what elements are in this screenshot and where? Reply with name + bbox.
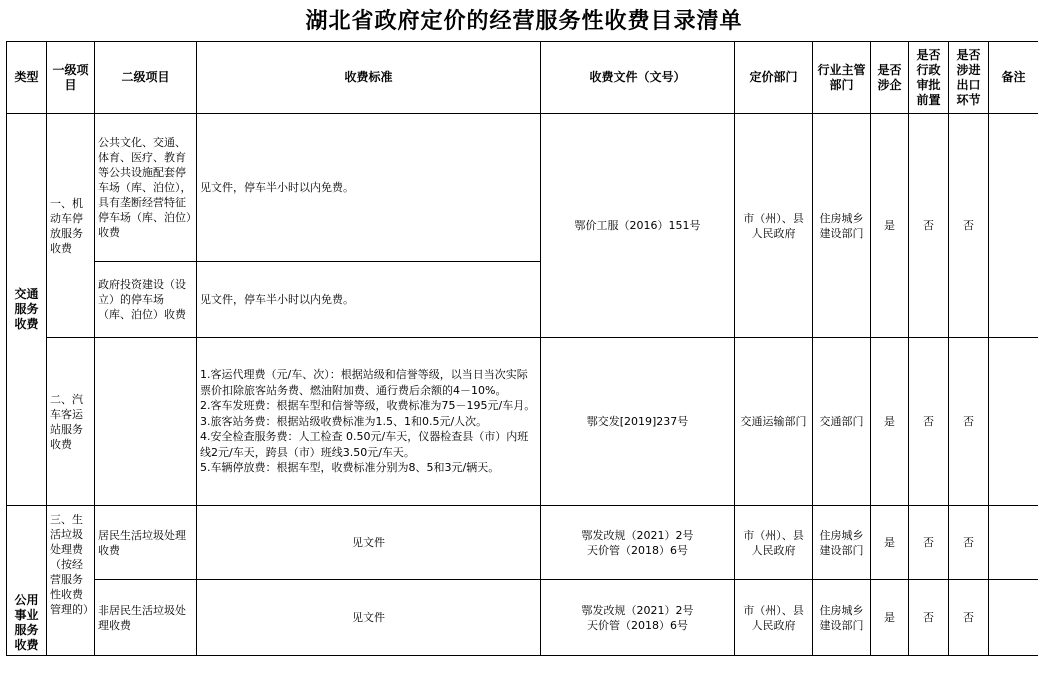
remark-cell <box>989 114 1039 338</box>
import-export-cell: 否 <box>949 338 989 506</box>
table-row <box>7 506 1039 580</box>
standard-cell: 见文件 <box>197 580 541 656</box>
standard-cell: 见文件 <box>197 506 541 580</box>
standard-line: 3.旅客站务费：根据站级收费标准为1.5、1和0.5元/人次。 <box>200 414 488 428</box>
level2-cell: 公共文化、交通、体育、医疗、教育等公共设施配套停车场（库、泊位），具有垄断经营特征停车场（库、泊位）收费 <box>95 114 197 262</box>
document-cell: 鄂价工服（2016）151号 <box>541 114 735 338</box>
type-cell: 公用事业服务收费 <box>7 506 47 656</box>
document-cell <box>541 580 735 656</box>
enterprise-cell: 是 <box>871 114 909 338</box>
level1-cell: 一、机动车停放服务收费 <box>47 114 95 338</box>
level2-cell <box>95 338 197 506</box>
page-title: 湖北省政府定价的经营服务性收费目录清单 <box>305 9 743 34</box>
document-line: 天价管（2018）6号 <box>587 543 688 557</box>
header-remark: 备注 <box>989 42 1039 114</box>
level2-cell: 非居民生活垃圾处理收费 <box>95 580 197 656</box>
document-line: 鄂发改规（2021）2号 <box>581 528 694 542</box>
table-row <box>7 338 1039 506</box>
level1-cell: 三、生活垃圾处理费（按经营服务性收费管理的） <box>47 506 95 656</box>
remark-cell <box>989 580 1039 656</box>
standard-line: 4.安全检查服务费：人工检查 0.50元/车天，仪器检查县（市）内班线2元/车天，跨县（市）班线3.50元/车天。 <box>200 430 529 459</box>
standard-cell: 见文件，停车半小时以内免费。 <box>197 262 541 338</box>
type-cell: 交通服务收费 <box>7 114 47 506</box>
level2-cell: 居民生活垃圾处理收费 <box>95 506 197 580</box>
standard-line: 5.车辆停放费：根据车型，收费标准分别为8、5和3元/辆天。 <box>200 461 500 475</box>
standard-line: 1.客运代理费（元/车、次）：根据站级和信誉等级，以当日当次实际票价扣除旅客站务费、燃油附加费、通行费后余额的4－10%。 <box>200 368 528 397</box>
header-level1: 一级项目 <box>47 42 95 114</box>
approval-cell: 否 <box>909 338 949 506</box>
dept-cell: 市（州）、县人民政府 <box>735 506 813 580</box>
approval-cell: 否 <box>909 114 949 338</box>
table-row <box>7 580 1039 656</box>
header-dept: 定价部门 <box>735 42 813 114</box>
dept-cell: 交通运输部门 <box>735 338 813 506</box>
header-approval: 是否行政审批前置 <box>909 42 949 114</box>
header-import-export: 是否涉进出口环节 <box>949 42 989 114</box>
enterprise-cell: 是 <box>871 338 909 506</box>
header-standard: 收费标准 <box>197 42 541 114</box>
import-export-cell: 否 <box>949 580 989 656</box>
document-cell <box>541 506 735 580</box>
header-level2: 二级项目 <box>95 42 197 114</box>
remark-cell <box>989 506 1039 580</box>
authority-cell: 住房城乡建设部门 <box>813 580 871 656</box>
enterprise-cell: 是 <box>871 580 909 656</box>
standard-cell: 见文件，停车半小时以内免费。 <box>197 114 541 262</box>
standard-cell <box>197 338 541 506</box>
header-row <box>7 42 1039 114</box>
dept-cell: 市（州）、县人民政府 <box>735 114 813 338</box>
document-line: 天价管（2018）6号 <box>587 618 688 632</box>
document-line: 鄂发改规（2021）2号 <box>581 603 694 617</box>
remark-cell <box>989 338 1039 506</box>
header-type: 类型 <box>7 42 47 114</box>
standard-line: 2.客车发班费：根据车型和信誉等级，收费标准为75－195元/车月。 <box>200 399 536 413</box>
authority-cell: 住房城乡建设部门 <box>813 114 871 338</box>
authority-cell: 交通部门 <box>813 338 871 506</box>
import-export-cell: 否 <box>949 506 989 580</box>
level1-cell: 二、汽车客运站服务收费 <box>47 338 95 506</box>
header-enterprise: 是否涉企 <box>871 42 909 114</box>
enterprise-cell: 是 <box>871 506 909 580</box>
level2-cell: 政府投资建设（设立）的停车场（库、泊位）收费 <box>95 262 197 338</box>
fee-catalog-table <box>6 41 1038 656</box>
header-document: 收费文件（文号） <box>541 42 735 114</box>
authority-cell: 住房城乡建设部门 <box>813 506 871 580</box>
approval-cell: 否 <box>909 580 949 656</box>
table-row <box>7 114 1039 262</box>
header-authority: 行业主管部门 <box>813 42 871 114</box>
import-export-cell: 否 <box>949 114 989 338</box>
document-cell: 鄂交发[2019]237号 <box>541 338 735 506</box>
fee-table-container <box>6 41 1038 657</box>
approval-cell: 否 <box>909 506 949 580</box>
dept-cell: 市（州）、县人民政府 <box>735 580 813 656</box>
